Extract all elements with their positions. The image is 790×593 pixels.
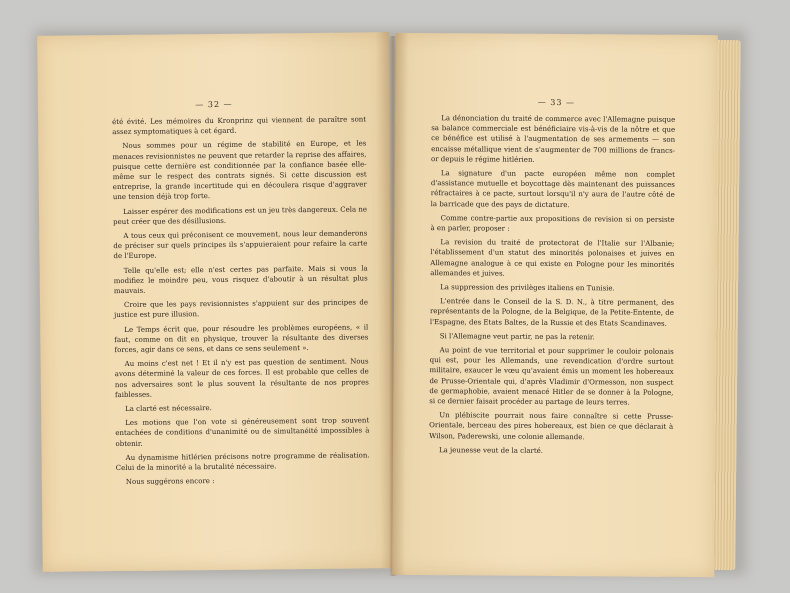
paragraph: été évité. Les mémoires du Kronprinz qui viennent de paraître sont assez symptomatiques à cet égard. <box>112 115 367 137</box>
right-page <box>392 33 718 577</box>
paragraph: La jeunesse veut de la clarté. <box>438 446 544 455</box>
left-page <box>37 32 395 572</box>
paragraph: La clarté est nécessaire. <box>125 404 212 414</box>
paragraph: Comme contre-partie aux propositions de revision si on persiste à en parler, proposer : <box>430 214 675 233</box>
left-page-number: — 32 — <box>195 99 233 110</box>
paragraph: Si l'Allemagne veut partir, ne pas la retenir. <box>439 332 595 342</box>
paragraph: Le Temps écrit que, pour résoudre les problèmes européens, « il faut, comme on dit en physique, trouver la résultante des diverses forces, agir dans ce sens, et dans ce sens seulement ». <box>114 323 369 355</box>
paragraph: Croire que les pays revisionnistes s'appuient sur des principes de justice est pure illusion. <box>114 298 369 320</box>
paragraph: Nous suggérons encore : <box>125 477 215 487</box>
paragraph: Nous sommes pour un régime de stabilité en Europe, et les menaces revisionnistes ne peuvent que retarder la reprise des affaires, puisque cette dernière est conditionnée par la confiance basée elle-même sur le respect des contrats signés. Si cette discussion est entreprise, la grande incertitude qui en découlera risque d'aggraver une tension déjà trop forte. <box>112 139 367 202</box>
paragraph: La dénonciation du traité de commerce avec l'Allemagne puisque sa balance commerciale est bénéficiaire vis-à-vis de la nôtre et que ce bénéfice est utilisé à l'augmentation de ses armements — son encaisse métallique vient de s'augmenter de 700 millions de francs-or depuis le régime hitlérien. <box>430 114 676 164</box>
paragraph: Au moins c'est net ! Et il n'y est pas question de sentiment. Nous avons déterminé la valeur de ces forces. Il est probable que celles de nos adversaires sont le plus souvent la résultante de nos propres faiblesses. <box>114 357 369 399</box>
paragraph: Les motions que l'on vote si généreusement sont trop souvent entachées de conditions d'unanimité ou de simultanéité impossibles à obtenir. <box>115 416 370 448</box>
paragraph: Au dynamisme hitlérien précisons notre programme de réalisation. Celui de la minorité a la brutalité nécessaire. <box>115 451 370 473</box>
paragraph: La signature d'un pacte européen même non complet d'assistance mutuelle et boycottage dès maintenant des puissances réfractaires à ce pacte, surtout lorsqu'il n'y aura de l'autre côté de la barricade que des pays de dictature. <box>430 169 675 209</box>
paragraph: Un plébiscite pourrait nous faire connaître si cette Prusse-Orientale, berceau des pires hobereaux, est bien ce que déclarait à Wilson, Paderewski, une colonie allemande. <box>429 411 674 441</box>
left-page-text <box>38 110 394 488</box>
paragraph: La suppression des privilèges italiens en Tunisie. <box>440 283 615 293</box>
paragraph: Au point de vue territorial et pour supprimer le couloir polonais qui est, pour les Allemands, une revendication d'ordre surtout militaire, exaucer le vœu qu'avaient émis un moment les hobereaux de Prusse-Orientale qui, d'après Vladimir d'Ormesson, non suspect de germaphobie, avaient menacé Hitler de se donner à la Pologne, si ce dernier faisait procéder au partage de leurs terres. <box>429 346 674 407</box>
paragraph: L'entrée dans le Conseil de la S. D. N., à titre permanent, des représentants de la Pologne, de la Belgique, de la Petite-Entente, de l'Espagne, des Etats Baltes, de la Russie et des Etats Scandinaves. <box>429 297 675 328</box>
paragraph: A tous ceux qui préconisent ce mouvement, nous leur demanderons de préciser sur quels principes ils s'appuieraient pour refaire la carte de l'Europe. <box>113 229 368 261</box>
paragraph: Laisser espérer des modifications est un jeu très dangereux. Cela ne peut créer que des désillusions. <box>113 205 368 226</box>
paragraph: Telle qu'elle est; elle n'est certes pas parfaite. Mais si vous la modifiez le moindre peu, vous risquez d'aboutir à un résultat plus mauvais. <box>113 264 368 296</box>
paragraph: La revision du traité de protectorat de l'Italie sur l'Albanie; l'établissement d'un statut des minorités polonaises et juives en Allemagne analogue à ce qui existe en Pologne pour les minorités allemandes et juives. <box>430 238 675 278</box>
right-page-text <box>393 109 717 457</box>
right-page-number: — 33 — <box>537 97 576 108</box>
